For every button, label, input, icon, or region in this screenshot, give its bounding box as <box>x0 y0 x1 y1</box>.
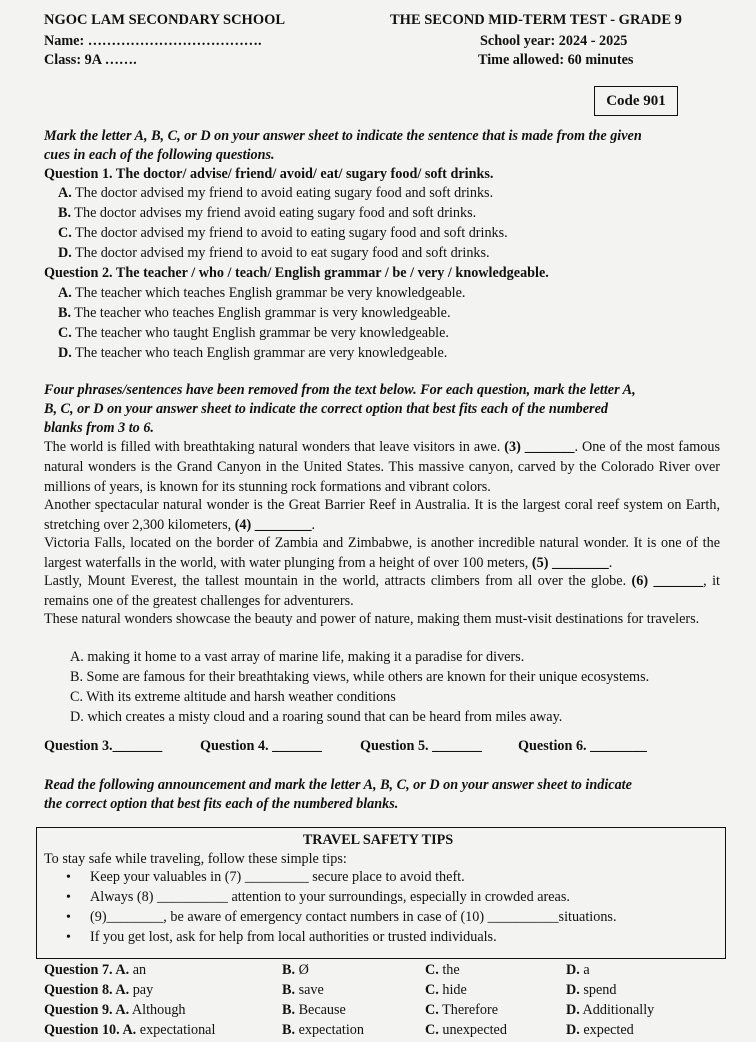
tip-3: (9)________, be aware of emergency contact numbers in case of (10) __________situations. <box>90 909 617 925</box>
class-field: Class: 9A ……. <box>44 52 137 68</box>
section2-instruction-cont: B, C, or D on your answer sheet to indicate the correct option that best fits each of the numbered <box>44 401 608 417</box>
q8-option-d: D. spend <box>566 982 617 998</box>
passage-paragraph-5: These natural wonders showcase the beauty and power of nature, making them must-visit destinations for travelers. <box>44 611 700 627</box>
passage-paragraph-2: Another spectacular natural wonder is the Great Barrier Reef in Australia. It is the largest coral reef system on Earth, stretching over 2,300 kilometers, (4) ________. <box>44 497 720 533</box>
announcement-intro: To stay safe while traveling, follow these simple tips: <box>44 851 347 867</box>
passage-paragraph-1: The world is filled with breathtaking natural wonders that leave visitors in awe. (3) _______. One of the most famous natural wonders is the Grand Canyon in the United States. This massive canyon, carved by the Colorado River over millions of years, is known for its stunning rock formations and vibrant colors. <box>44 439 721 495</box>
school-year: School year: 2024 - 2025 <box>480 33 628 49</box>
passage-option-b: B. Some are famous for their breathtaking views, while others are known for their unique ecosystems. <box>70 669 650 685</box>
q2-option-b: B. The teacher who teaches English grammar is very knowledgeable. <box>58 305 451 321</box>
time-allowed: Time allowed: 60 minutes <box>478 52 634 68</box>
school-name: NGOC LAM SECONDARY SCHOOL <box>44 12 286 28</box>
q7-option-c: C. the <box>425 962 460 978</box>
passage-option-d: D. which creates a misty cloud and a roaring sound that can be heard from miles away. <box>70 709 563 725</box>
q9-option-b: B. Because <box>282 1002 346 1018</box>
passage-paragraph-4: Lastly, Mount Everest, the tallest mountain in the world, attracts climbers from all over the globe. (6) _______, it remains one of the greatest challenges for adventurers. <box>44 573 720 609</box>
bullet-3: • <box>66 910 71 925</box>
q7-option-b: B. Ø <box>282 962 309 978</box>
tip-2: Always (8) __________ attention to your surroundings, especially in crowded areas. <box>90 889 570 905</box>
section2-instruction: Four phrases/sentences have been removed from the text below. For each question, mark the letter A, <box>44 382 636 398</box>
bullet-4: • <box>66 930 71 945</box>
q1-option-d: D. The doctor advised my friend to avoid to eat sugary food and soft drinks. <box>58 245 490 261</box>
q2-option-c: C. The teacher who taught English grammar be very knowledgeable. <box>58 325 449 341</box>
passage-option-c: C. With its extreme altitude and harsh weather conditions <box>70 689 396 705</box>
announcement-title: TRAVEL SAFETY TIPS <box>302 832 454 848</box>
q2-option-d: D. The teacher who teach English grammar are very knowledgeable. <box>58 345 448 361</box>
q10-option-b: B. expectation <box>282 1022 364 1038</box>
q9-option-d: D. Additionally <box>566 1002 655 1018</box>
q1-option-a: A. The doctor advised my friend to avoid eating sugary food and soft drinks. <box>58 185 494 201</box>
q10-option-c: C. unexpected <box>425 1022 507 1038</box>
q10-option-a: Question 10. A. expectational <box>44 1022 216 1038</box>
q10-option-d: D. expected <box>566 1022 634 1038</box>
passage-paragraph-3: Victoria Falls, located on the border of Zambia and Zimbabwe, is another incredible natural wonder. It is one of the largest waterfalls in the world, with water plunging from a height of over 100 meters, (5) ________. <box>44 535 720 571</box>
answer-blank-3: Question 3._______ <box>44 738 163 754</box>
tip-4: If you get lost, ask for help from local authorities or trusted individuals. <box>90 929 497 945</box>
section3-instruction-cont: the correct option that best fits each of the numbered blanks. <box>44 796 399 812</box>
q9-option-c: C. Therefore <box>425 1002 499 1018</box>
q7-option-a: Question 7. A. an <box>44 962 147 978</box>
q1-option-c: C. The doctor advised my friend to avoid to eating sugary food and soft drinks. <box>58 225 508 241</box>
section3-instruction: Read the following announcement and mark the letter A, B, C, or D on your answer sheet to indicate <box>44 777 632 793</box>
answer-blank-5: Question 5. _______ <box>360 738 482 754</box>
tip-1: Keep your valuables in (7) _________ secure place to avoid theft. <box>90 869 465 885</box>
q1-option-b: B. The doctor advises my friend avoid eating sugary food and soft drinks. <box>58 205 477 221</box>
q9-option-a: Question 9. A. Although <box>44 1002 186 1018</box>
question-2-stem: Question 2. The teacher / who / teach/ English grammar / be / very / knowledgeable. <box>44 265 549 281</box>
section1-instruction: Mark the letter A, B, C, or D on your answer sheet to indicate the sentence that is made from the given <box>44 128 642 144</box>
test-code-box: Code 901 <box>594 86 678 116</box>
bullet-1: • <box>66 870 71 885</box>
q8-option-c: C. hide <box>425 982 467 998</box>
student-name-field: Name: ………………………………. <box>44 33 262 49</box>
section2-instruction-end: blanks from 3 to 6. <box>44 420 154 436</box>
answer-blank-4: Question 4. _______ <box>200 738 322 754</box>
q8-option-b: B. save <box>282 982 324 998</box>
q8-option-a: Question 8. A. pay <box>44 982 154 998</box>
q7-option-d: D. a <box>566 962 590 978</box>
answer-blank-6: Question 6. ________ <box>518 738 647 754</box>
q2-option-a: A. The teacher which teaches English grammar be very knowledgeable. <box>58 285 466 301</box>
bullet-2: • <box>66 890 71 905</box>
test-title: THE SECOND MID-TERM TEST - GRADE 9 <box>390 12 682 28</box>
section1-instruction-cont: cues in each of the following questions. <box>44 147 275 163</box>
passage-option-a: A. making it home to a vast array of marine life, making it a paradise for divers. <box>70 649 525 665</box>
question-1-stem: Question 1. The doctor/ advise/ friend/ avoid/ eat/ sugary food/ soft drinks. <box>44 166 494 182</box>
